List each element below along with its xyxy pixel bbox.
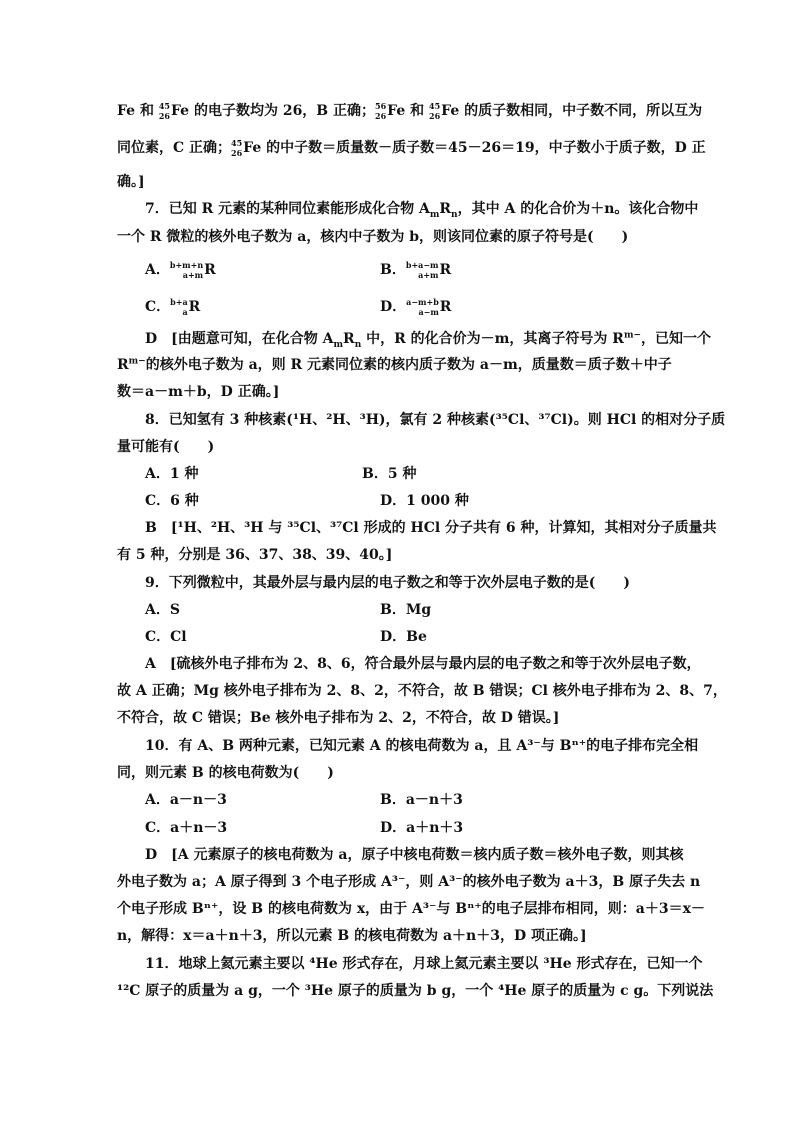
q11-stem-line-1: 11．地球上氦元素主要以 ⁴He 形式存在，月球上氦元素主要以 ³He 形式存在，已知一个: [145, 956, 703, 972]
q7-option-a: A． b+m+n a+m R: [145, 260, 216, 280]
q10-option-c: C．a＋n－3: [145, 820, 228, 836]
cont-line-1: Fe 和 45 26 Fe 的电子数均为 26，B 正确； 56 26 Fe 和 45 26 Fe 的质子数相同，中子数不同，所以互为: [117, 101, 703, 121]
q9-option-a: A．S: [145, 602, 180, 618]
q7-stem-line-2: 一个 R 微粒的核外电子数为 a，核内中子数为 b，则该同位素的原子符号是( ): [117, 229, 629, 245]
q8-option-a: A．1 种: [145, 466, 199, 482]
q8-stem-line-2: 量可能有( ): [117, 439, 215, 455]
q9-answer-line-3: 不符合，故 C 错误；Be 核外电子排布为 2、2，不符合，故 D 错误。]: [117, 710, 560, 726]
nuclide-fe45: 45 26 Fe: [429, 101, 460, 121]
q7-answer-line-3: 数＝a－m＋b，D 正确。]: [117, 384, 280, 400]
q8-stem-line-1: 8．已知氢有 3 种核素(¹H、²H、³H)，氯有 2 种核素(³⁵Cl、³⁷Cl)。则 HCl 的相对分子质: [145, 412, 726, 428]
q10-answer-line-3: 个电子形成 Bⁿ⁺，设 B 的核电荷数为 x，由于 A³⁻与 Bⁿ⁺的电子层排布相同，则：a＋3＝x－: [117, 901, 705, 917]
q10-stem-line-1: 10．有 A、B 两种元素，已知元素 A 的核电荷数为 a，且 A³⁻与 Bⁿ⁺的电子排布完全相: [145, 738, 699, 754]
q7-answer-line-1: D [由题意可知，在化合物 $A_mR_n$ 中，R 的化合价为－m，其离子符号为 $R^{m-}$，已知一个: [145, 330, 712, 350]
q9-stem-line-1: 9．下列微粒中，其最外层与最内层的电子数之和等于次外层电子数的是( ): [145, 575, 630, 591]
q7-option-b: B． b+a−m a+m R: [380, 260, 452, 280]
q7-option-d: D． a−m+b a−m R: [380, 297, 452, 317]
q10-option-d: D．a＋n＋3: [380, 820, 464, 836]
nuclide-fe45: 45 26 Fe: [158, 101, 190, 121]
q7-option-c: C． b+a a R: [145, 297, 201, 317]
q11-stem-line-2: ¹²C 原子的质量为 a g，一个 ³He 原子的质量为 b g，一个 ⁴He 原子的质量为 c g。下列说法: [117, 983, 714, 999]
q10-option-b: B．a－n＋3: [380, 792, 463, 808]
cont-line-2: 同位素，C 正确； 45 26 Fe 的中子数＝质量数－质子数＝45－26＝19，中子数小于质子数，D 正: [117, 138, 706, 158]
q9-answer-line-1: A [硫核外电子排布为 2、8、6，符合最外层与最内层的电子数之和等于次外层电子数，: [145, 656, 701, 672]
q8-answer-line-2: 有 5 种，分别是 36、37、38、39、40。]: [117, 547, 393, 563]
q10-answer-line-4: n，解得：x＝a＋n＋3，所以元素 B 的核电荷数为 a＋n＋3，D 项正确。]: [117, 928, 587, 944]
q9-option-c: C．Cl: [145, 629, 187, 645]
q9-answer-line-2: 故 A 正确；Mg 核外电子排布为 2、8、2，不符合，故 B 错误；Cl 核外电子排布为 2、8、7，: [117, 683, 727, 699]
q7-answer-line-2: $R^{m-}$的核外电子数为 a，则 R 元素同位素的核内质子数为 a－m，质量数＝质子数＋中子: [117, 356, 672, 373]
cont-line-3: 确。]: [117, 174, 145, 190]
q8-option-c: C．6 种: [145, 493, 199, 509]
q9-option-d: D．Be: [380, 629, 427, 645]
q10-option-a: A．a－n－3: [145, 792, 227, 808]
nuclide-fe45: 45 26 Fe: [231, 138, 262, 158]
q10-answer-line-2: 外电子数为 a；A 原子得到 3 个电子形成 A³⁻，则 A³⁻的核外电子数为 a＋3，B 原子失去 n: [117, 874, 701, 890]
nuclide-fe56: 56 26 Fe: [375, 101, 406, 121]
q7-stem-line-1: 7．已知 R 元素的某种同位素能形成化合物 $A_mR_n$，其中 A 的化合价为＋n。该化合物中: [145, 201, 699, 220]
q9-option-b: B．Mg: [380, 602, 432, 618]
q10-stem-line-2: 同，则元素 B 的核电荷数为( ): [117, 765, 334, 781]
q8-option-d: D．1 000 种: [380, 493, 469, 509]
q8-answer-line-1: B [¹H、²H、³H 与 ³⁵Cl、³⁷Cl 形成的 HCl 分子共有 6 种，计算知，其相对分子质量共: [145, 520, 717, 536]
q10-answer-line-1: D [A 元素原子的核电荷数为 a，原子中核电荷数＝核内质子数＝核外电子数，则其核: [145, 847, 684, 863]
q8-option-b: B．5 种: [362, 466, 417, 482]
